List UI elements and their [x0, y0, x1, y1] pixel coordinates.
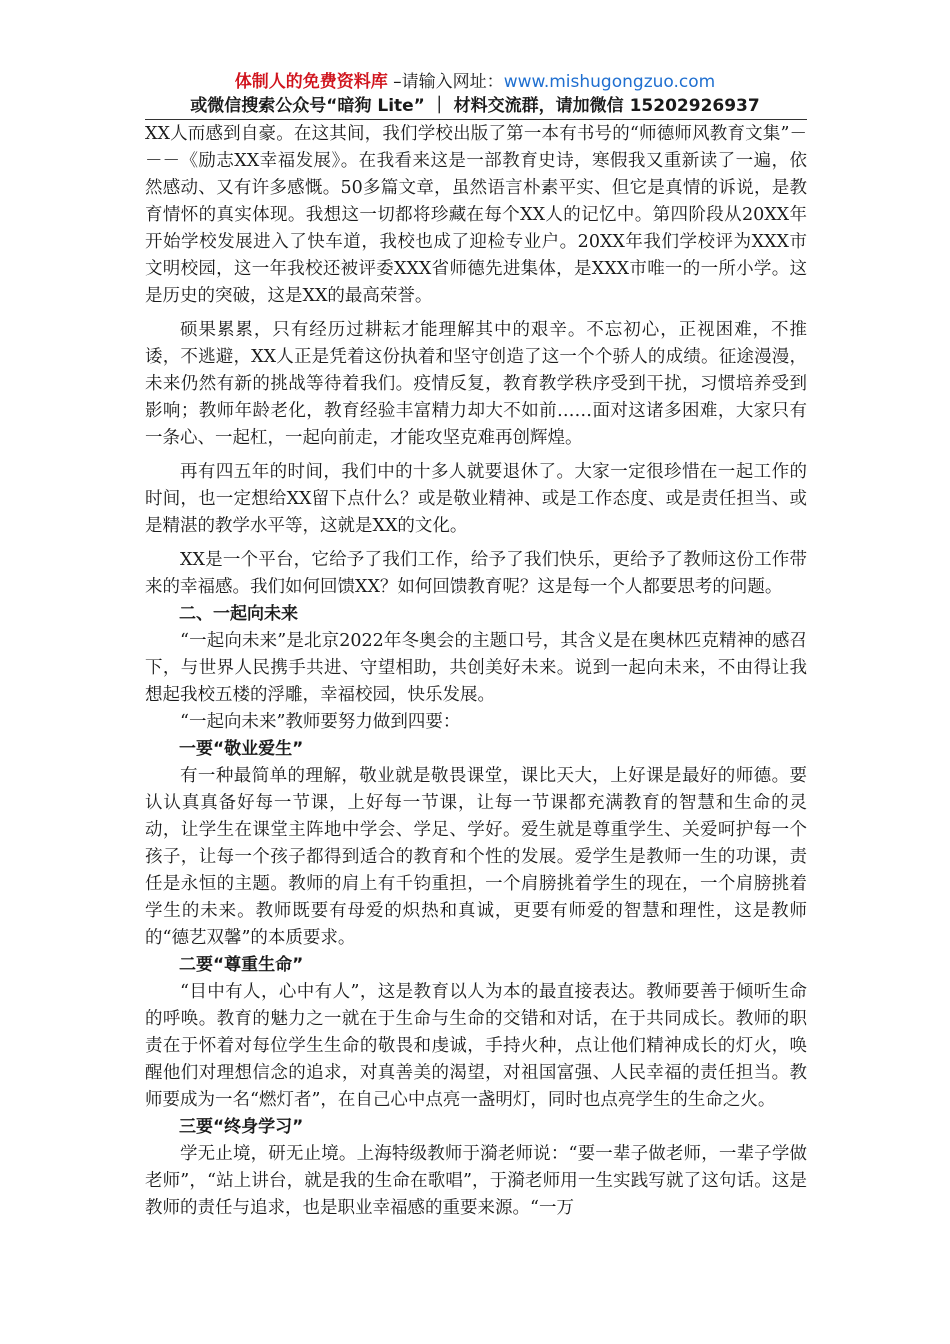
- document-body: [145, 121, 807, 1222]
- header-line-2: 或微信搜索公众号“暗狗 Lite” ｜ 材料交流群，请加微信 15202926937: [190, 96, 760, 116]
- paragraph-4: XX是一个平台，它给予了我们工作，给予了我们快乐，更给予了教师这份工作带来的幸福感。我们如何回馈XX？如何回馈教育呢？这是每一个人都要思考的问题。: [145, 550, 807, 597]
- subheading-requirement-1: 一要“敬业爱生”: [179, 739, 304, 759]
- paragraph-1: XX人而感到自豪。在这其间，我们学校出版了第一本有书号的“师德师风教育文集”－－－《励志XX幸福发展》。在我看来这是一部教育史诗，寒假我又重新读了一遍，依然感动、又有许多感慨。50多篇文章，虽然语言朴素平实、但它是真情的诉说，是教育情怀的真实体现。我想这一切都将珍藏在每个XX人的记忆中。第四阶段从20XX年开始学校发展进入了快车道，我校也成了迎检专业户。20XX年我们学校评为XXX市文明校园，这一年我校还被评委XXX省师德先进集体，是XXX市唯一的一所小学。这是历史的突破，这是XX的最高荣誉。: [145, 124, 807, 306]
- paragraph-7: 有一种最简单的理解，敬业就是敬畏课堂，课比天大，上好课是最好的师德。要认认真真备好每一节课，上好每一节课，让每一节课都充满教育的智慧和生命的灵动，让学生在课堂主阵地中学会、学足、学好。爱生就是尊重学生、关爱呵护每一个孩子，让每一个孩子都得到适合的教育和个性的发展。爱学生是教师一生的功课，责任是永恒的主题。教师的肩上有千钧重担，一个肩膀挑着学生的现在，一个肩膀挑着学生的未来。教师既要有母爱的炽热和真诚，更要有师爱的智慧和理性，这是教师的“德艺双馨”的本质要求。: [145, 766, 807, 948]
- paragraph-3: 再有四五年的时间，我们中的十多人就要退休了。大家一定很珍惜在一起工作的时间，也一定想给XX留下点什么？或是敬业精神、或是工作态度、或是责任担当、或是精湛的教学水平等，这就是XX的文化。: [145, 462, 807, 536]
- section-heading-2: 二、一起向未来: [179, 604, 298, 624]
- header-url-link[interactable]: www.mishugongzuo.com: [503, 72, 716, 92]
- paragraph-5: “一起向未来”是北京2022年冬奥会的主题口号，其含义是在奥林匹克精神的感召下，与世界人民携手共进、守望相助，共创美好未来。说到一起向未来，不由得让我想起我校五楼的浮雕，幸福校园，快乐发展。: [145, 631, 807, 705]
- paragraph-2: 硕果累累，只有经历过耕耘才能理解其中的艰辛。不忘初心，正视困难，不推诿，不逃避，XX人正是凭着这份执着和坚守创造了这一个个骄人的成绩。征途漫漫，未来仍然有新的挑战等待着我们。疫情反复，教育教学秩序受到干扰，习惯培养受到影响；教师年龄老化，教育经验丰富精力却大不如前……面对这诸多困难，大家只有一条心、一起杠，一起向前走，才能攻坚克难再创辉煌。: [145, 320, 807, 448]
- paragraph-8: “目中有人，心中有人”，这是教育以人为本的最直接表达。教师要善于倾听生命的呼唤。教育的魅力之一就在于生命与生命的交错和对话，在于共同成长。教师的职责在于怀着对每位学生生命的敬畏和虔诚，手持火种，点让他们精神成长的灯火，唤醒他们对理想信念的追求，对真善美的渴望，对祖国富强、人民幸福的责任担当。教师要成为一名“燃灯者”，在自己心中点亮一盏明灯，同时也点亮学生的生命之火。: [145, 982, 807, 1110]
- header-divider: [145, 119, 807, 120]
- paragraph-6: “一起向未来”教师要努力做到四要：: [180, 712, 461, 732]
- subheading-requirement-2: 二要“尊重生命”: [179, 955, 304, 975]
- header-brand: 体制人的免费资料库: [234, 72, 388, 92]
- header-line-1: [0, 70, 950, 94]
- subheading-requirement-3: 三要“终身学习”: [179, 1117, 304, 1137]
- page-header: [0, 70, 950, 118]
- header-prompt: –请输入网址：: [387, 72, 504, 92]
- paragraph-9: 学无止境，研无止境。上海特级教师于漪老师说：“要一辈子做老师，一辈子学做老师”，“站上讲台，就是我的生命在歌唱”，于漪老师用一生实践写就了这句话。这是教师的责任与追求，也是职业幸福感的重要来源。“一万: [145, 1144, 807, 1218]
